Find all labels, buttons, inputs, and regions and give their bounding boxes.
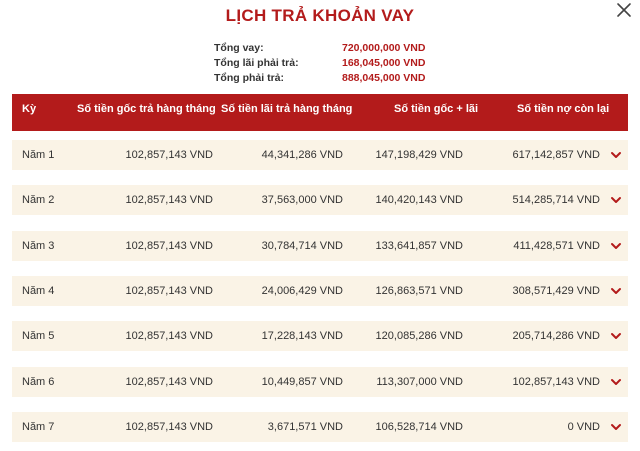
summary-value: 720,000,000 VND: [342, 42, 426, 54]
chevron-down-icon: [610, 376, 622, 388]
interest-cell: 37,563,000 VND: [261, 194, 343, 206]
summary-label: Tổng phải trả:: [214, 72, 284, 84]
remaining-debt-cell: 205,714,286 VND: [512, 330, 600, 342]
remaining-debt-cell: 0 VND: [567, 421, 600, 433]
remaining-debt-cell: 411,428,571 VND: [513, 240, 600, 252]
remaining-debt-cell: 617,142,857 VND: [512, 149, 600, 161]
table-row[interactable]: [12, 412, 628, 442]
expand-row-button[interactable]: [610, 376, 622, 388]
remaining-debt-cell: 514,285,714 VND: [512, 194, 600, 206]
chevron-down-icon: [610, 421, 622, 433]
modal-title: LỊCH TRẢ KHOẢN VAY: [225, 6, 415, 25]
principal-cell: 102,857,143 VND: [125, 149, 213, 161]
column-header-remaining-debt: Số tiền nợ còn lại: [517, 103, 610, 115]
interest-cell: 24,006,429 VND: [261, 285, 343, 297]
summary-value: 888,045,000 VND: [342, 72, 426, 84]
expand-row-button[interactable]: [610, 194, 622, 206]
remaining-debt-cell: 308,571,429 VND: [512, 285, 600, 297]
table-header: [12, 94, 628, 131]
period-cell: Năm 6: [22, 376, 55, 388]
expand-row-button[interactable]: [610, 421, 622, 433]
expand-row-button[interactable]: [610, 240, 622, 252]
interest-cell: 3,671,571 VND: [267, 421, 343, 433]
expand-row-button[interactable]: [610, 330, 622, 342]
period-cell: Năm 3: [22, 240, 55, 252]
table-row[interactable]: [12, 276, 628, 306]
chevron-down-icon: [610, 149, 622, 161]
column-header-interest: Số tiền lãi trả hàng tháng: [221, 103, 353, 115]
principal-cell: 102,857,143 VND: [125, 240, 213, 252]
principal-plus-interest-cell: 133,641,857 VND: [375, 240, 463, 252]
principal-cell: 102,857,143 VND: [125, 194, 213, 206]
chevron-down-icon: [610, 240, 622, 252]
principal-plus-interest-cell: 140,420,143 VND: [375, 194, 463, 206]
table-row[interactable]: [12, 185, 628, 215]
period-cell: Năm 7: [22, 421, 55, 433]
table-row[interactable]: [12, 231, 628, 261]
summary-value: 168,045,000 VND: [342, 57, 426, 69]
chevron-down-icon: [610, 330, 622, 342]
summary-row-total-interest: [214, 56, 474, 71]
chevron-down-icon: [610, 285, 622, 297]
remaining-debt-cell: 102,857,143 VND: [512, 376, 600, 388]
principal-cell: 102,857,143 VND: [125, 285, 213, 297]
principal-cell: 102,857,143 VND: [125, 376, 213, 388]
principal-cell: 102,857,143 VND: [125, 421, 213, 433]
interest-cell: 44,341,286 VND: [261, 149, 343, 161]
expand-row-button[interactable]: [610, 285, 622, 297]
table-row[interactable]: [12, 321, 628, 351]
principal-plus-interest-cell: 113,307,000 VND: [376, 376, 463, 388]
expand-row-button[interactable]: [610, 149, 622, 161]
summary-label: Tổng vay:: [214, 42, 264, 54]
summary-row-total-payable: [214, 71, 474, 86]
table-row[interactable]: [12, 367, 628, 397]
principal-cell: 102,857,143 VND: [125, 330, 213, 342]
loan-summary: [214, 41, 474, 86]
period-cell: Năm 1: [22, 149, 55, 161]
principal-plus-interest-cell: 120,085,286 VND: [375, 330, 463, 342]
period-cell: Năm 2: [22, 194, 55, 206]
chevron-down-icon: [610, 194, 622, 206]
period-cell: Năm 4: [22, 285, 55, 297]
principal-plus-interest-cell: 106,528,714 VND: [375, 421, 463, 433]
column-header-period: Kỳ: [22, 103, 37, 115]
column-header-principal: Số tiền gốc trả hàng tháng: [77, 103, 216, 115]
interest-cell: 30,784,714 VND: [261, 240, 343, 252]
interest-cell: 17,228,143 VND: [261, 330, 343, 342]
principal-plus-interest-cell: 126,863,571 VND: [375, 285, 463, 297]
interest-cell: 10,449,857 VND: [261, 376, 343, 388]
close-button[interactable]: [614, 0, 634, 20]
column-header-principal-plus-interest: Số tiền gốc + lãi: [394, 103, 479, 115]
summary-row-total-loan: [214, 41, 474, 56]
table-row[interactable]: [12, 140, 628, 170]
principal-plus-interest-cell: 147,198,429 VND: [375, 149, 463, 161]
summary-label: Tổng lãi phải trả:: [214, 57, 299, 69]
period-cell: Năm 5: [22, 330, 55, 342]
close-icon: [614, 0, 634, 20]
